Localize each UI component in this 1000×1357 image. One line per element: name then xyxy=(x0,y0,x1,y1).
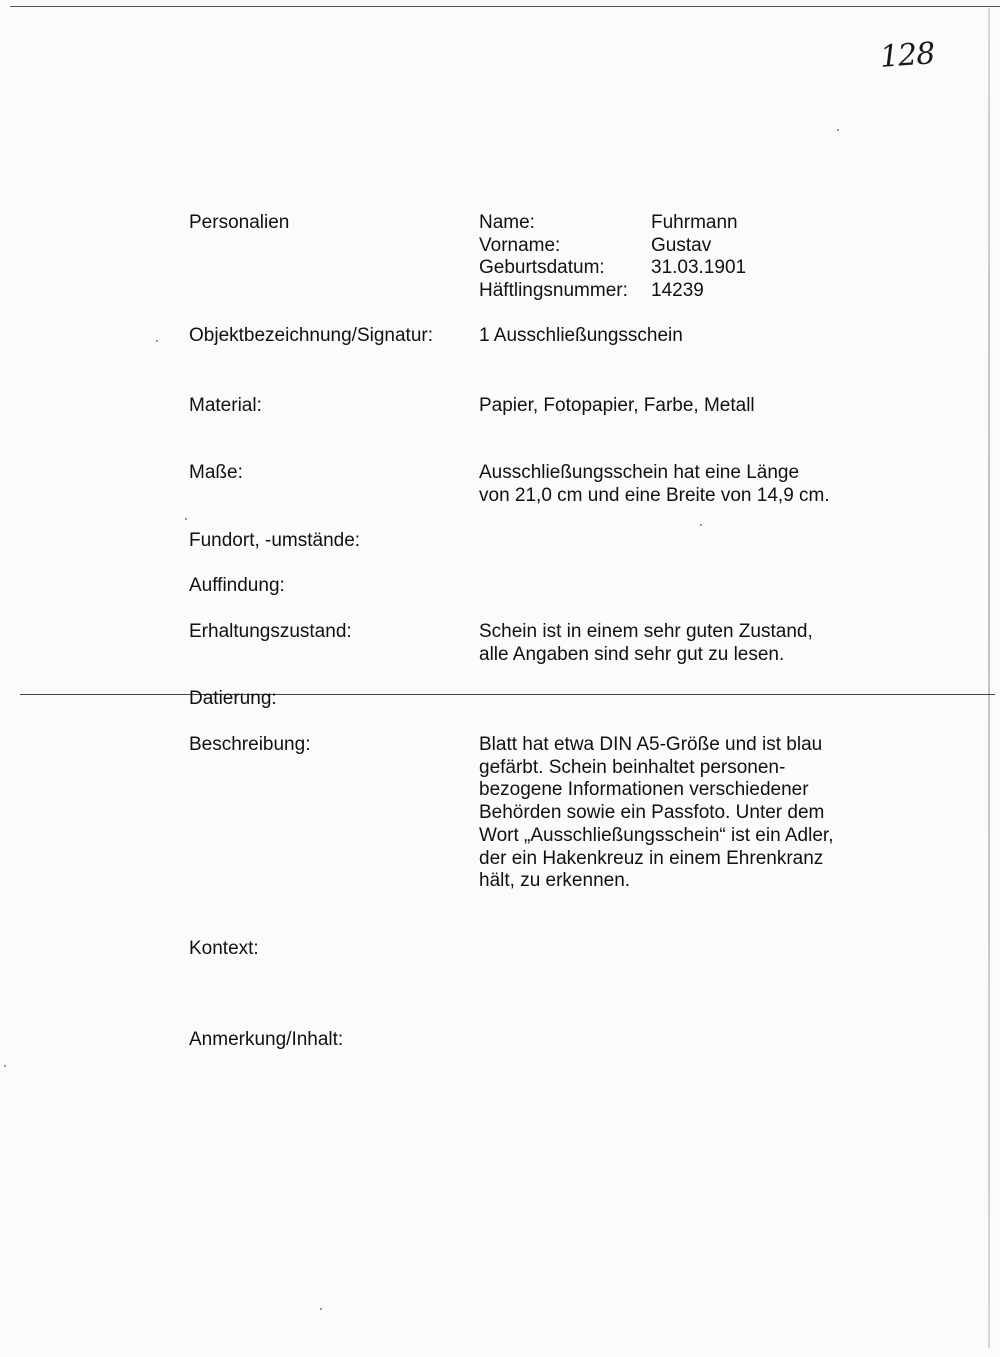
beschreibung-label: Beschreibung: xyxy=(189,734,311,755)
material-value: Papier, Fotopapier, Farbe, Metall xyxy=(479,395,755,416)
name-value: Fuhrmann xyxy=(651,212,738,233)
scan-edge-right xyxy=(988,8,990,1348)
erhaltungszustand-line: alle Angaben sind sehr gut zu lesen. xyxy=(479,643,785,665)
objektbezeichnung-value: 1 Ausschließungsschein xyxy=(479,325,683,346)
beschreibung-line: der ein Hakenkreuz in einem Ehrenkranz xyxy=(479,847,824,869)
erhaltungszustand-line: Schein ist in einem sehr guten Zustand, xyxy=(479,621,813,642)
vorname-key: Vorname: xyxy=(479,234,561,256)
beschreibung-line: Wort „Ausschließungsschein“ ist ein Adler, xyxy=(479,824,834,846)
vorname-value: Gustav xyxy=(651,234,712,256)
scan-speck xyxy=(700,524,702,526)
scan-speck xyxy=(156,340,158,342)
haeftlingsnummer-key: Häftlingsnummer: xyxy=(479,279,628,301)
name-key: Name: xyxy=(479,212,535,233)
masse-line: von 21,0 cm und eine Breite von 14,9 cm. xyxy=(479,484,830,506)
masse-label: Maße: xyxy=(189,462,243,483)
personalien-label: Personalien xyxy=(189,212,290,233)
beschreibung-line: bezogene Informationen verschiedener xyxy=(479,779,809,801)
scan-speck xyxy=(837,129,839,131)
fold-line xyxy=(20,694,995,695)
beschreibung-line: Blatt hat etwa DIN A5-Größe und ist blau xyxy=(479,734,823,755)
scan-edge-top xyxy=(10,6,1000,7)
masse-value xyxy=(479,462,830,507)
haeftlingsnummer-value: 14239 xyxy=(651,279,704,301)
beschreibung-line: gefärbt. Schein beinhaltet personen- xyxy=(479,756,786,778)
objektbezeichnung-label: Objektbezeichnung/Signatur: xyxy=(189,325,433,346)
fundort-label: Fundort, -umstände: xyxy=(189,530,361,551)
scan-speck xyxy=(4,1065,6,1067)
geburtsdatum-key: Geburtsdatum: xyxy=(479,257,605,278)
page-number: 128 xyxy=(878,36,936,75)
beschreibung-value xyxy=(479,734,833,893)
geburtsdatum-value: 31.03.1901 xyxy=(651,257,747,278)
beschreibung-line: hält, zu erkennen. xyxy=(479,870,631,892)
auffindung-label: Auffindung: xyxy=(189,575,285,596)
beschreibung-line: Behörden sowie ein Passfoto. Unter dem xyxy=(479,802,825,824)
anmerkung-label: Anmerkung/Inhalt: xyxy=(189,1029,344,1050)
datierung-label: Datierung: xyxy=(189,688,277,709)
erhaltungszustand-label: Erhaltungszustand: xyxy=(189,621,352,642)
kontext-label: Kontext: xyxy=(189,938,259,959)
erhaltungszustand-value xyxy=(479,621,813,666)
material-label: Material: xyxy=(189,395,262,416)
scan-speck xyxy=(185,518,187,520)
scan-speck xyxy=(320,1308,322,1310)
masse-line: Ausschließungsschein hat eine Länge xyxy=(479,462,800,483)
